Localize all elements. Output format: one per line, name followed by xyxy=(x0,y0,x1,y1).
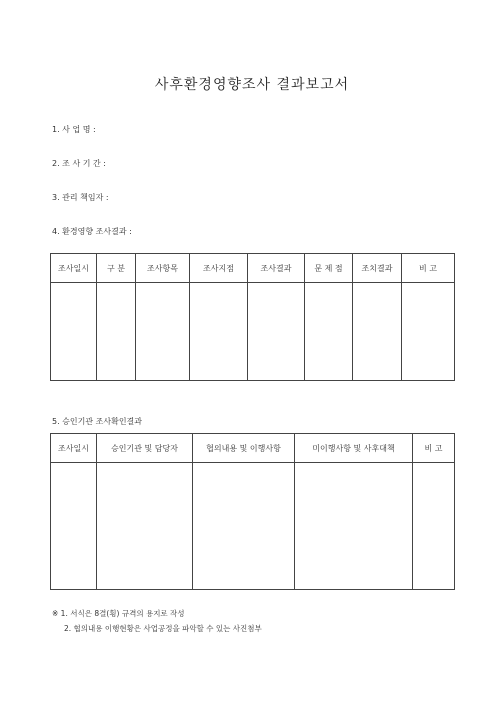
page-title: 사후환경영향조사 결과보고서 xyxy=(154,77,350,93)
survey-period-field: 2. 조 사 기 간 : xyxy=(52,159,106,168)
header-consultation: 협의내용 및 이행사항 xyxy=(193,434,295,463)
table-cell[interactable] xyxy=(97,463,193,590)
table-cell[interactable] xyxy=(97,283,136,381)
business-name-field: 1. 사 업 명 : xyxy=(52,125,96,134)
table-cell[interactable] xyxy=(136,283,190,381)
header-remarks: 비 고 xyxy=(402,254,455,283)
header-followup: 미이행사항 및 사후대책 xyxy=(295,434,413,463)
header-approval-agency: 승인기관 및 담당자 xyxy=(97,434,193,463)
header-survey-date: 조사일시 xyxy=(51,434,97,463)
table-cell[interactable] xyxy=(51,283,97,381)
header-category: 구 분 xyxy=(97,254,136,283)
footnotes xyxy=(52,606,262,636)
survey-results-table xyxy=(50,253,455,381)
manager-field: 3. 관리 책임자 : xyxy=(52,193,109,202)
header-survey-result: 조사결과 xyxy=(248,254,305,283)
approval-results-heading: 5. 승인기관 조사확인결과 xyxy=(52,417,142,426)
header-survey-item: 조사항목 xyxy=(136,254,190,283)
table-cell[interactable] xyxy=(51,463,97,590)
table-cell[interactable] xyxy=(193,463,295,590)
header-survey-date: 조사일시 xyxy=(51,254,97,283)
footnote-1: ※ 1. 서식은 8결(횡) 규격의 용지로 작성 xyxy=(52,609,185,618)
table-header-row xyxy=(51,254,455,283)
header-remarks: 비 고 xyxy=(413,434,455,463)
table-row xyxy=(51,283,455,381)
header-survey-site: 조사지점 xyxy=(190,254,248,283)
header-action-result: 조치결과 xyxy=(353,254,402,283)
table-cell[interactable] xyxy=(190,283,248,381)
footnote-2: 2. 협의내용 이행현황은 사업공정을 파악할 수 있는 사진첨부 xyxy=(64,624,262,633)
table-cell[interactable] xyxy=(295,463,413,590)
table-cell[interactable] xyxy=(305,283,353,381)
header-problem: 문 제 점 xyxy=(305,254,353,283)
approval-results-table xyxy=(50,433,455,590)
table-cell[interactable] xyxy=(402,283,455,381)
table-row xyxy=(51,463,455,590)
table-header-row xyxy=(51,434,455,463)
table-cell[interactable] xyxy=(248,283,305,381)
survey-results-heading: 4. 환경영향 조사결과 : xyxy=(52,227,132,236)
table-cell[interactable] xyxy=(413,463,455,590)
table-cell[interactable] xyxy=(353,283,402,381)
